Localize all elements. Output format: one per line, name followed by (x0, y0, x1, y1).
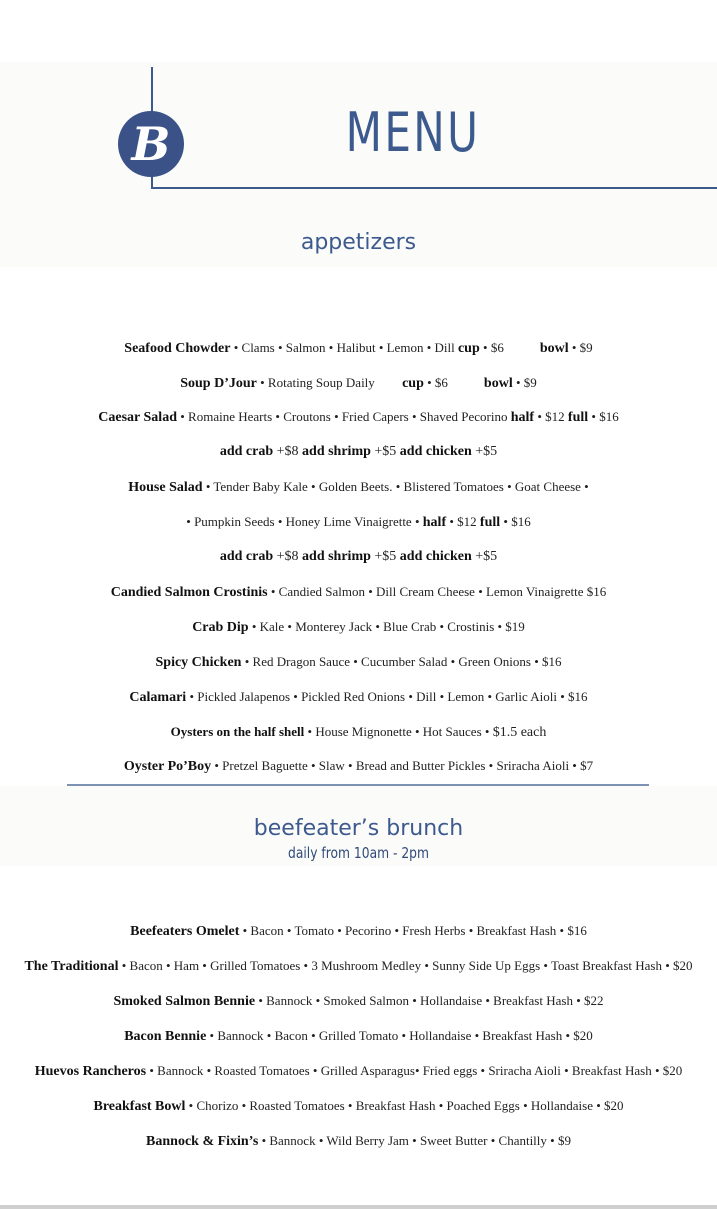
addon-price: +$5 (370, 549, 400, 564)
restaurant-logo (118, 111, 184, 177)
menu-item-spicy-chicken (0, 653, 717, 672)
size-label: full (479, 515, 501, 530)
item-desc: • Tender Baby Kale • Golden Beets. • Blistered Tomatoes • Goat Cheese • (202, 479, 589, 494)
house-salad-continued (0, 513, 717, 532)
item-desc: • Romaine Hearts • Croutons • Fried Capers • Shaved Pecorino (176, 409, 511, 424)
item-name: House Salad (128, 480, 203, 495)
item-name: Calamari (129, 690, 187, 705)
item-desc: • Pretzel Baguette • Slaw • Bread and Butter Pickles • Sriracha Aioli • $7 (211, 758, 594, 773)
item-name: Huevos Rancheros (34, 1064, 147, 1079)
logo-letter: B (131, 117, 171, 171)
item-name: Candied Salmon Crostinis (110, 585, 268, 600)
section-divider (67, 784, 649, 786)
caesar-add-ons (0, 443, 717, 461)
addon-label: add shrimp (302, 549, 371, 564)
item-name: Beefeaters Omelet (130, 924, 240, 939)
item-name: Bacon Bennie (124, 1029, 207, 1044)
item-desc: • Bacon • Ham • Grilled Tomatoes • 3 Mushroom Medley • Sunny Side Up Eggs • Toast Breakfast Hash • $20 (118, 958, 693, 973)
menu-item-soup-djour (0, 374, 717, 393)
item-desc: • Bacon • Tomato • Pecorino • Fresh Herbs • Breakfast Hash • $16 (239, 923, 587, 938)
price: • $16 (588, 409, 619, 424)
item-name: Crab Dip (192, 620, 249, 635)
menu-item-breakfast-bowl (0, 1097, 717, 1116)
item-name: The Traditional (24, 959, 119, 974)
addon-label: add shrimp (302, 444, 371, 459)
menu-item-bannock-fixins (0, 1132, 717, 1151)
item-desc: • Rotating Soup Daily (256, 375, 379, 390)
item-name: Soup D’Jour (180, 376, 257, 391)
item-name: Oysters on the half shell (170, 724, 305, 739)
header-horizontal-rule (151, 187, 717, 189)
item-desc: • Bannock • Wild Berry Jam • Sweet Butter • Chantilly • $9 (258, 1133, 571, 1148)
item-name: Oyster Po’Boy (123, 759, 212, 774)
menu-item-house-salad (0, 478, 717, 497)
item-desc: • Pumpkin Seeds • Honey Lime Vinaigrette • (186, 514, 423, 529)
addon-price: +$5 (370, 444, 400, 459)
addon-label: add crab (219, 444, 274, 459)
addon-price: +$8 (273, 549, 303, 564)
brunch-subtitle: daily from 10am - 2pm (288, 844, 429, 862)
item-name: Seafood Chowder (124, 341, 231, 356)
price: • $9 (568, 340, 593, 355)
menu-item-huevos-rancheros (0, 1062, 717, 1081)
size-label: bowl (539, 341, 569, 356)
menu-item-oyster-poboy (0, 757, 717, 776)
menu-item-beefeaters-omelet (0, 922, 717, 941)
addon-label: add crab (219, 549, 274, 564)
item-name: Breakfast Bowl (93, 1099, 186, 1114)
size-label: half (422, 515, 447, 530)
item-desc: • Clams • Salmon • Halibut • Lemon • Dill (230, 340, 458, 355)
menu-item-caesar-salad (0, 408, 717, 427)
price: • $16 (500, 514, 531, 529)
menu-item-candied-salmon-crostinis (0, 583, 717, 602)
item-desc: • Candied Salmon • Dill Cream Cheese • Lemon Vinaigrette $16 (267, 584, 607, 599)
price: • $6 (479, 340, 504, 355)
addon-label: add chicken (399, 549, 472, 564)
item-desc: • Chorizo • Roasted Tomatoes • Breakfast Hash • Poached Eggs • Hollandaise • $20 (185, 1098, 624, 1113)
menu-item-smoked-salmon-bennie (0, 992, 717, 1011)
item-name: Caesar Salad (98, 410, 177, 425)
addon-price: +$5 (471, 549, 498, 564)
size-label: cup (402, 376, 424, 391)
item-name: Smoked Salmon Bennie (113, 994, 256, 1009)
menu-item-crab-dip (0, 618, 717, 637)
item-desc: • House Mignonette • Hot Sauces • (304, 724, 493, 739)
brunch-title: beefeater’s brunch (253, 816, 464, 841)
menu-title: MENU (345, 101, 481, 164)
addon-label: add chicken (399, 444, 472, 459)
size-label: half (510, 410, 535, 425)
menu-item-bacon-bennie (0, 1027, 717, 1046)
page-bottom-edge (0, 1205, 717, 1209)
size-label: bowl (483, 376, 513, 391)
price: • $12 (534, 409, 568, 424)
menu-item-oysters (0, 723, 717, 742)
price: • $12 (446, 514, 480, 529)
addon-price: +$8 (273, 444, 303, 459)
appetizers-title: appetizers (300, 230, 417, 255)
price: • $9 (512, 375, 537, 390)
item-desc: • Pickled Jalapenos • Pickled Red Onions • Dill • Lemon • Garlic Aioli • $16 (186, 689, 588, 704)
price: • $6 (423, 375, 448, 390)
menu-item-calamari (0, 688, 717, 707)
item-desc: • Bannock • Smoked Salmon • Hollandaise • Breakfast Hash • $22 (255, 993, 604, 1008)
addon-price: +$5 (471, 444, 498, 459)
house-salad-add-ons (0, 548, 717, 566)
item-name: Spicy Chicken (155, 655, 242, 670)
menu-item-the-traditional (0, 957, 717, 976)
item-desc: • Bannock • Bacon • Grilled Tomato • Hollandaise • Breakfast Hash • $20 (206, 1028, 593, 1043)
size-label: cup (457, 341, 480, 356)
item-desc: • Red Dragon Sauce • Cucumber Salad • Green Onions • $16 (241, 654, 562, 669)
item-desc: • Kale • Monterey Jack • Blue Crab • Crostinis • $19 (248, 619, 525, 634)
item-name: Bannock & Fixin’s (146, 1134, 259, 1149)
size-label: full (567, 410, 589, 425)
menu-item-seafood-chowder (0, 339, 717, 358)
price: $1.5 each (492, 725, 547, 740)
item-desc: • Bannock • Roasted Tomatoes • Grilled Asparagus• Fried eggs • Sriracha Aioli • Breakfast Hash • $20 (146, 1063, 683, 1078)
